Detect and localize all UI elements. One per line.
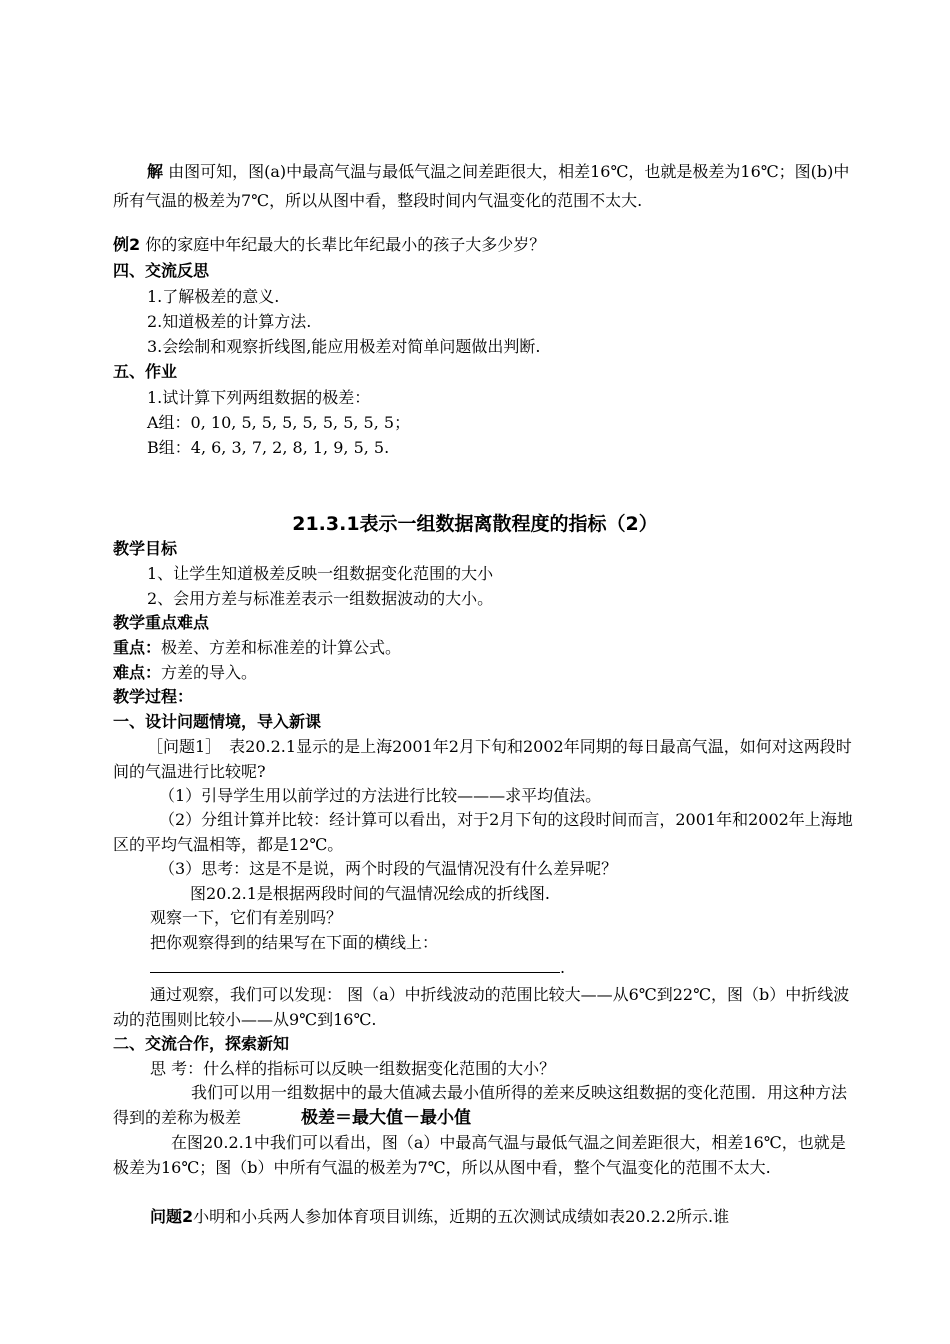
heading-goals: 教学目标 — [113, 539, 178, 558]
reflection-item-3: 3.会绘制和观察折线图,能应用极差对简单问题做出判断. — [147, 337, 541, 356]
heading-key-points: 教学重点难点 — [113, 613, 210, 632]
homework-group-a: A组：0, 10, 5, 5, 5, 5, 5, 5, 5, 5； — [147, 413, 411, 432]
key-point-text: 极差、方差和标准差的计算公式。 — [161, 638, 402, 657]
example-2-label: 例2 — [113, 235, 141, 254]
question-2-text: 小明和小兵两人参加体育项目训练，近期的五次测试成绩如表20.2.2所示.谁 — [193, 1207, 730, 1226]
key-point — [113, 636, 857, 661]
observation-result: 通过观察，我们可以发现： 图（a）中折线波动的范围比较大——从6℃到22℃，图（b）中折线波动的范围则比较小——从9℃到16℃. — [113, 985, 850, 1029]
reflection-item-1: 1.了解极差的意义. — [147, 287, 280, 306]
observe-question: 观察一下，它们有差别吗？ — [150, 908, 343, 927]
section-title: 21.3.1表示一组数据离散程度的指标（2） — [292, 513, 658, 535]
range-definition — [113, 1081, 857, 1130]
heading-process: 教学过程： — [113, 687, 194, 706]
goal-1: 1、让学生知道极差反映一组数据变化范围的大小 — [147, 564, 494, 583]
range-formula: 极差＝最大值－最小值 — [301, 1107, 472, 1128]
question-2 — [113, 1205, 857, 1230]
write-instruction: 把你观察得到的结果写在下面的横线上： — [150, 933, 439, 952]
heading-homework: 五、作业 — [113, 362, 178, 381]
step-2: （2）分组计算并比较：经计算可以看出，对于2月下旬的这段时间而言，2001年和2002年上海地区的平均气温相等，都是12℃。 — [113, 810, 853, 854]
question-2-label: 问题2 — [150, 1207, 194, 1226]
answer-blank — [150, 956, 894, 981]
example-2-text: 你的家庭中年纪最大的长辈比年纪最小的孩子大多少岁？ — [140, 235, 546, 254]
heading-reflection: 四、交流反思 — [113, 261, 210, 280]
step-1: （1）引导学生用以前学过的方法进行比较———求平均值法。 — [159, 786, 602, 805]
range-definition-text: 我们可以用一组数据中的最大值减去最小值所得的差来反映这组数据的变化范围．用这种方法得到的差称为极差 — [113, 1083, 848, 1127]
difficult-point-text: 方差的导入。 — [161, 663, 258, 682]
homework-group-b: B组：4, 6, 3, 7, 2, 8, 1, 9, 5, 5. — [147, 438, 390, 457]
heading-part-1: 一、设计问题情境，导入新课 — [113, 712, 322, 731]
question-1: ［问题1］ 表20.2.1显示的是上海2001年2月下旬和2002年同期的每日最高气温，如何对这两段时间的气温进行比较呢? — [113, 737, 852, 781]
key-point-label: 重点： — [113, 638, 162, 657]
step-3: （3）思考：这是不是说，两个时段的气温情况没有什么差异呢？ — [159, 859, 618, 878]
reflection-item-2: 2.知道极差的计算方法. — [147, 312, 312, 331]
solution-text: 由图可知，图(a)中最高气温与最低气温之间差距很大，相差16℃，也就是极差为16℃；图(b)中所有气温的极差为7℃，所以从图中看，整段时间内气温变化的范围不太大. — [113, 162, 850, 210]
goal-2: 2、会用方差与标准差表示一组数据波动的大小。 — [147, 589, 494, 608]
example-2 — [113, 233, 857, 258]
answer-line[interactable] — [150, 958, 560, 973]
difficult-point-label: 难点： — [113, 663, 162, 682]
solution-label: 解 — [147, 162, 164, 181]
solution-paragraph — [113, 157, 857, 215]
think-question: 思 考：什么样的指标可以反映一组数据变化范围的大小？ — [150, 1059, 556, 1078]
figure-paragraph: 在图20.2.1中我们可以看出，图（a）中最高气温与最低气温之间差距很大，相差16℃，也就是极差为16℃；图（b）中所有气温的极差为7℃，所以从图中看，整个气温变化的范围不太大. — [113, 1133, 846, 1177]
heading-part-2: 二、交流合作，探索新知 — [113, 1034, 290, 1053]
figure-note: 图20.2.1是根据两段时间的气温情况绘成的折线图. — [190, 884, 550, 903]
homework-item-1: 1.试计算下列两组数据的极差： — [147, 388, 371, 407]
answer-blank-end: . — [560, 958, 566, 977]
difficult-point — [113, 661, 857, 686]
